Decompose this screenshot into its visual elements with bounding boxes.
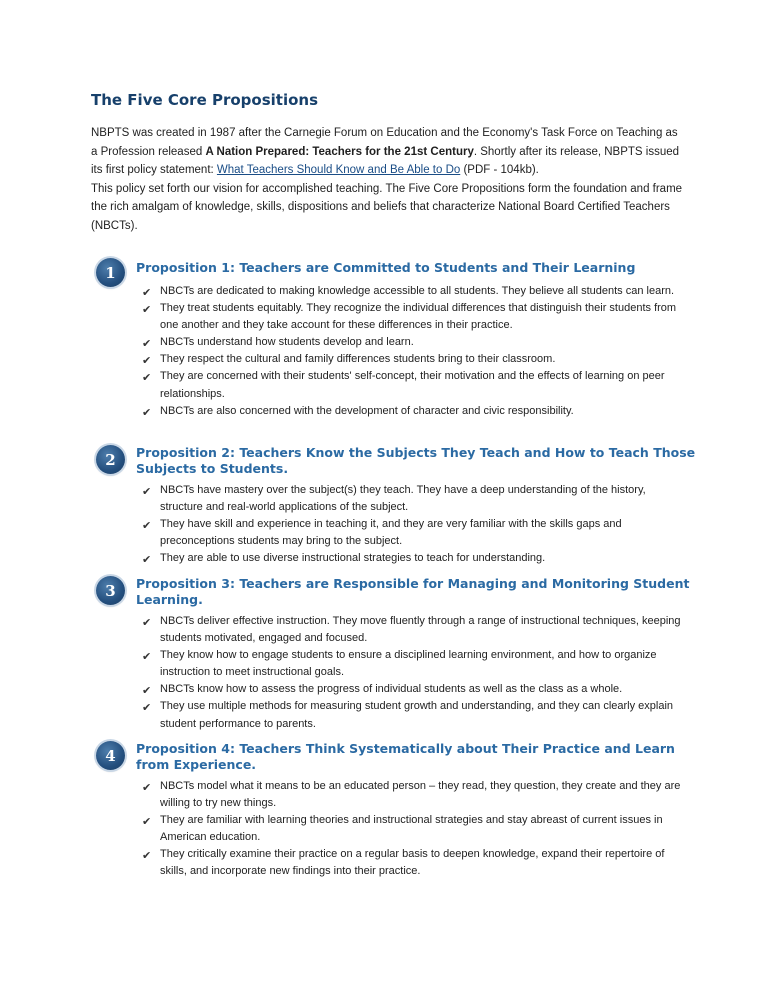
list-item	[141, 403, 686, 420]
proposition-heading: Proposition 1: Teachers are Committed to Students and Their Learning	[136, 260, 636, 275]
check-icon: ✔	[142, 337, 152, 351]
list-item-text: NBCTs are dedicated to making knowledge accessible to all students. They believe all students can learn.	[160, 285, 675, 297]
list-item	[141, 647, 686, 681]
check-icon: ✔	[142, 684, 152, 698]
proposition-list	[141, 778, 686, 881]
number-2-badge-icon: 2	[96, 445, 125, 474]
list-item	[141, 300, 686, 334]
list-item	[141, 613, 686, 647]
list-item	[141, 482, 686, 516]
list-item	[141, 698, 686, 732]
intro-text-part: NBPTS was created in 1987 after the Carnegie Forum on Education and the Economy's Task Force on Teaching as a Profession released	[91, 127, 678, 158]
list-item-text: NBCTs are also concerned with the development of character and civic responsibility.	[160, 404, 574, 417]
list-item	[141, 550, 686, 567]
check-icon: ✔	[142, 781, 152, 794]
check-icon: ✔	[142, 616, 152, 629]
intro-text-part: (PDF - 104kb).	[460, 164, 539, 177]
list-item-text: They are concerned with their students' self-concept, their motivation and the effects of learning on peer relationships.	[160, 370, 665, 400]
list-item-text: They treat students equitably. They recognize the individual differences that distinguish their students from one another and they take account for these differences in their practice.	[160, 302, 677, 332]
proposition-heading: Proposition 4: Teachers Think Systematically about Their Practice and Learn from Experience.	[136, 741, 675, 772]
check-icon: ✔	[142, 701, 152, 715]
policy-statement-link[interactable]: What Teachers Should Know and Be Able to Do	[216, 164, 461, 177]
check-icon: ✔	[142, 849, 152, 863]
list-item	[141, 334, 686, 351]
list-item-text: NBCTs understand how students develop and learn.	[160, 336, 414, 349]
check-icon: ✔	[142, 553, 152, 567]
number-1-badge-icon: 1	[96, 258, 125, 287]
check-icon: ✔	[142, 405, 152, 419]
list-item-text: They are familiar with learning theories and instructional strategies and stay abreast of current issues in American education.	[160, 814, 663, 844]
list-item	[141, 681, 686, 698]
intro-paragraph-1	[91, 124, 686, 180]
list-item-text: NBCTs deliver effective instruction. They move fluently through a range of instructional techniques, keeping students motivated, engaged and focused.	[160, 615, 681, 645]
list-item	[141, 516, 686, 550]
list-item	[141, 812, 686, 846]
list-item	[141, 368, 686, 402]
list-item-text: NBCTs model what it means to be an educated person – they read, they question, they create and they are willing to try new things.	[160, 780, 681, 810]
check-icon: ✔	[142, 371, 152, 385]
check-icon: ✔	[142, 815, 152, 829]
list-item-text: They have skill and experience in teaching it, and they are very familiar with the skills gaps and preconceptions students may bring to the subject.	[160, 518, 622, 548]
report-title: A Nation Prepared: Teachers for the 21st Century	[205, 145, 474, 158]
list-item	[141, 846, 686, 880]
proposition-list	[141, 283, 686, 420]
proposition-heading: Proposition 2: Teachers Know the Subjects They Teach and How to Teach Those Subjects to Students.	[136, 445, 696, 476]
list-item-text: They use multiple methods for measuring student growth and understanding, and they can clearly explain student performance to parents.	[160, 700, 674, 730]
list-item-text: They know how to engage students to ensure a disciplined learning environment, and how to organize instruction to meet instructional goals.	[160, 649, 657, 679]
list-item-text: They critically examine their practice on a regular basis to deepen knowledge, expand their repertoire of skills, and incorporate new findings into their practice.	[160, 848, 665, 878]
list-item	[141, 778, 686, 812]
list-item-text: They are able to use diverse instructional strategies to teach for understanding.	[160, 552, 546, 565]
list-item	[141, 283, 686, 300]
proposition-list	[141, 613, 686, 733]
number-3-badge-icon: 3	[96, 576, 125, 605]
list-item-text: NBCTs know how to assess the progress of individual students as well as the class as a whole.	[160, 683, 623, 696]
proposition-heading: Proposition 3: Teachers are Responsible for Managing and Monitoring Student Learning.	[136, 576, 690, 607]
check-icon: ✔	[142, 354, 152, 368]
check-icon: ✔	[142, 650, 152, 664]
check-icon: ✔	[142, 519, 152, 533]
intro-text	[91, 124, 686, 236]
proposition-list	[141, 482, 686, 567]
intro-paragraph-2: This policy set forth our vision for accomplished teaching. The Five Core Propositions form the foundation and frame the rich amalgam of knowledge, skills, dispositions and beliefs that characterize National Board Certified Teachers (NBCTs).	[91, 182, 683, 232]
check-icon: ✔	[142, 303, 152, 317]
check-icon: ✔	[142, 485, 152, 498]
intro-text-part: . Shortly after its release, NBPTS issued its first policy statement:	[91, 145, 680, 177]
list-item-text: NBCTs have mastery over the subject(s) they teach. They have a deep understanding of the history, structure and real-world applications of the subject.	[160, 484, 646, 514]
list-item	[141, 351, 686, 368]
page-title: The Five Core Propositions	[91, 91, 319, 109]
check-icon: ✔	[142, 286, 152, 299]
list-item-text: They respect the cultural and family differences students bring to their classroom.	[160, 353, 556, 366]
number-4-badge-icon: 4	[96, 741, 125, 770]
